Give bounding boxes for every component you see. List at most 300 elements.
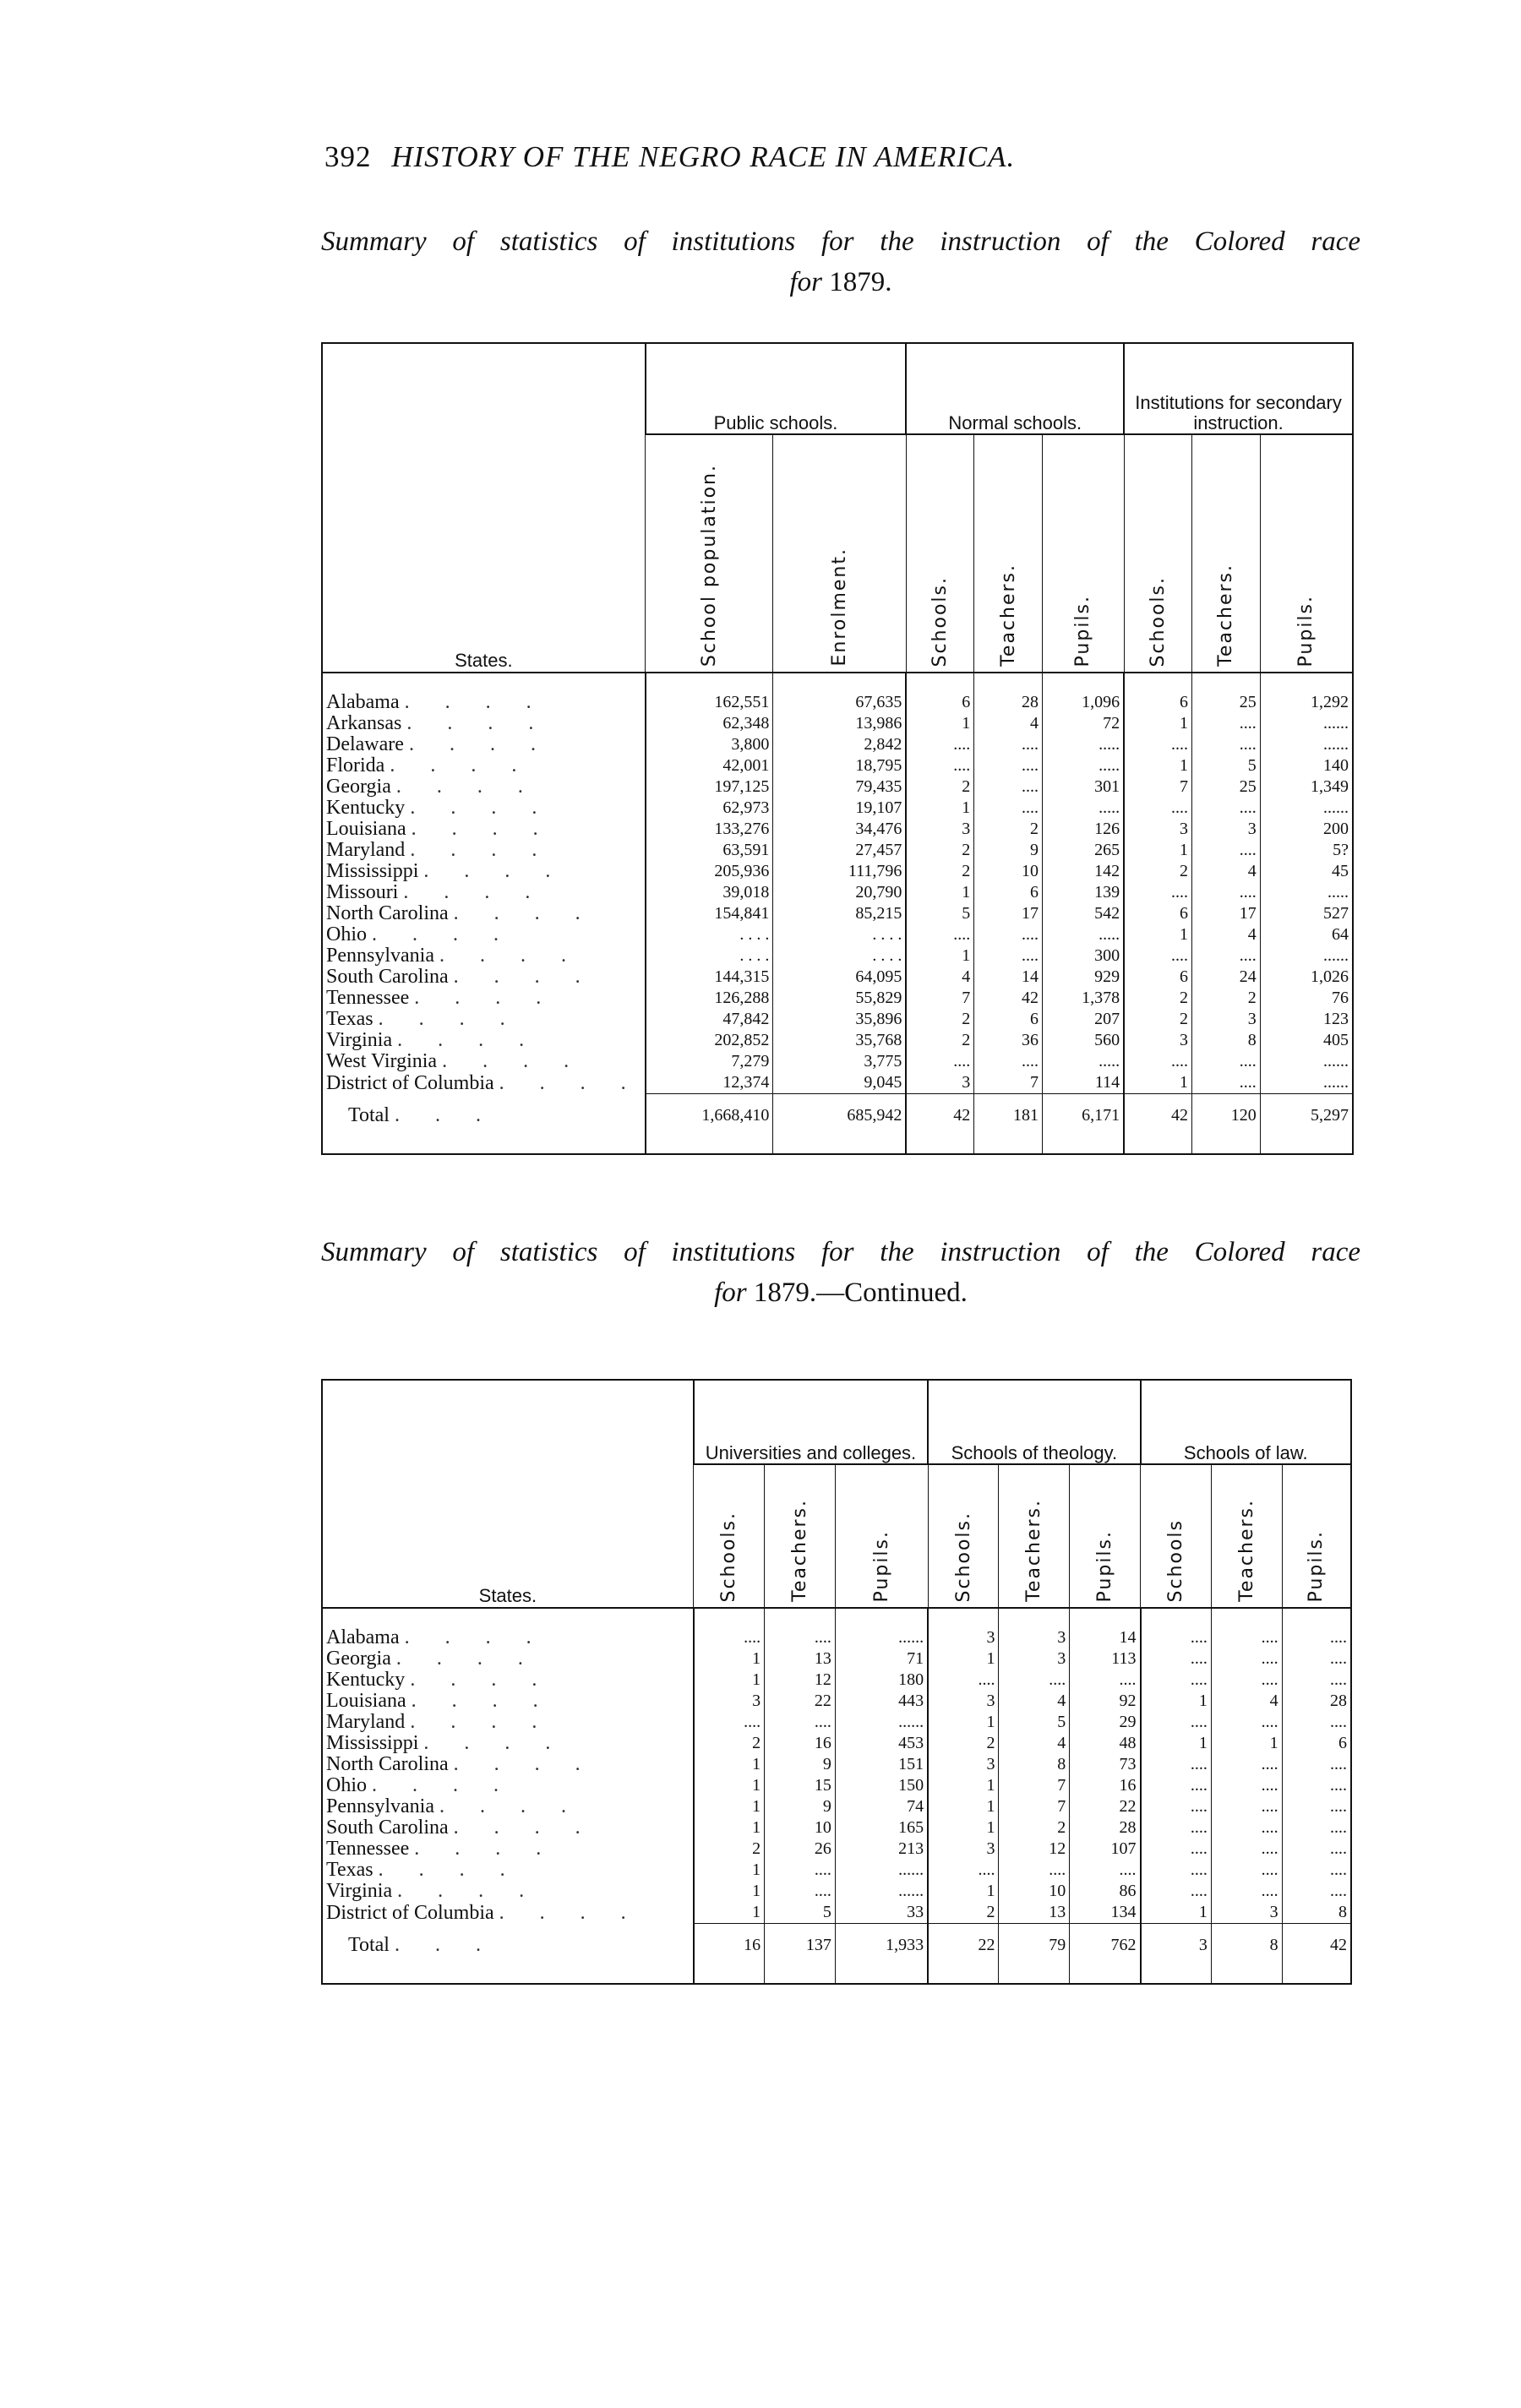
cell-value: 2 (928, 1733, 999, 1754)
cell-value: 22 (1070, 1796, 1141, 1817)
table2-statistics (321, 1379, 1352, 1985)
cell-value: . . . . (646, 945, 773, 967)
spacer-row (322, 1608, 1351, 1627)
table-row (322, 1009, 1353, 1030)
cell-value: 33 (835, 1902, 928, 1924)
group-header-universities-colleges: Universities and colleges. (694, 1380, 928, 1464)
total-value: 16 (694, 1924, 765, 1959)
cell-value: 1 (694, 1817, 765, 1839)
cell-value: .... (1141, 1754, 1212, 1775)
state-name: Louisiana . . . . (326, 818, 553, 840)
cell-value: 24 (1192, 967, 1261, 988)
cell-value: .... (1141, 1817, 1212, 1839)
cell-value: .... (999, 1670, 1070, 1691)
cell-value: 22 (765, 1691, 836, 1712)
total-row (322, 1924, 1351, 1959)
cell-value: 213 (835, 1839, 928, 1860)
cell-value: .... (974, 1051, 1043, 1072)
cell-value: 5 (999, 1712, 1070, 1733)
cell-value: .... (1282, 1670, 1351, 1691)
table-row (322, 1712, 1351, 1733)
table2-caption (321, 1232, 1360, 1313)
cell-value: 197,125 (646, 776, 773, 798)
cell-value: 1 (906, 945, 973, 967)
cell-value: 5 (1192, 755, 1261, 776)
total-value: 42 (1282, 1924, 1351, 1959)
cell-value: 8 (1192, 1030, 1261, 1051)
cell-value: 4 (974, 713, 1043, 734)
bottom-spacer-row (322, 1128, 1353, 1154)
cell-value: 7 (1124, 776, 1191, 798)
cell-value: 2 (906, 1009, 973, 1030)
col-header-univ-pupils: Pupils. (835, 1464, 928, 1608)
group-header-public-schools: Public schools. (646, 343, 907, 434)
cell-value: .... (1211, 1627, 1282, 1648)
page-number: 392 (324, 140, 372, 173)
cell-value: 5? (1260, 840, 1353, 861)
table-row (322, 1754, 1351, 1775)
cell-value: 3 (928, 1627, 999, 1648)
cell-value: 453 (835, 1733, 928, 1754)
cell-value: 9,045 (773, 1072, 907, 1094)
cell-value: 15 (765, 1775, 836, 1796)
cell-value: ...... (1260, 734, 1353, 755)
cell-value: ..... (1260, 882, 1353, 903)
cell-value: ...... (835, 1881, 928, 1902)
cell-value: 1 (906, 882, 973, 903)
cell-value: 63,591 (646, 840, 773, 861)
cell-value: .... (974, 798, 1043, 819)
cell-value: ...... (1260, 798, 1353, 819)
total-value: 762 (1070, 1924, 1141, 1959)
cell-value: .... (1141, 1860, 1212, 1881)
cell-value: 8 (1282, 1902, 1351, 1924)
cell-value: . . . . (773, 945, 907, 967)
col-header-normal-schools: Schools. (906, 434, 973, 673)
cell-value: 76 (1260, 988, 1353, 1009)
cell-value: .... (1124, 798, 1191, 819)
cell-value: 79,435 (773, 776, 907, 798)
cell-value: 3 (1192, 819, 1261, 840)
state-name: Virginia . . . . (326, 1880, 540, 1902)
cell-value: 9 (974, 840, 1043, 861)
cell-value: 1 (1211, 1733, 1282, 1754)
table-row (322, 1670, 1351, 1691)
cell-value: 17 (974, 903, 1043, 924)
table2-body (322, 1608, 1351, 1984)
cell-value: .... (765, 1881, 836, 1902)
total-row (322, 1094, 1353, 1129)
cell-value: 929 (1042, 967, 1124, 988)
group-header-secondary-instruction: Institutions for secondary instruction. (1124, 343, 1353, 434)
cell-value: 10 (999, 1881, 1070, 1902)
state-name: Maryland . . . . (326, 839, 553, 861)
cell-value: 12 (999, 1839, 1070, 1860)
cell-value: .... (1211, 1670, 1282, 1691)
cell-value: .... (1282, 1839, 1351, 1860)
table2-caption-line2 (714, 1278, 968, 1308)
state-name: Kentucky . . . . (326, 797, 553, 819)
cell-value: .... (765, 1712, 836, 1733)
cell-value: 527 (1260, 903, 1353, 924)
state-name: Ohio . . . . (326, 923, 514, 945)
cell-value: 1 (1141, 1902, 1212, 1924)
cell-value: .... (1192, 840, 1261, 861)
total-value: 6,171 (1042, 1094, 1124, 1129)
cell-value: .... (765, 1627, 836, 1648)
cell-value: 162,551 (646, 692, 773, 713)
table-row (322, 1902, 1351, 1924)
table-row (322, 1796, 1351, 1817)
cell-value: 200 (1260, 819, 1353, 840)
col-header-enrolment: Enrolment. (773, 434, 907, 673)
table-row (322, 1030, 1353, 1051)
state-name: Georgia . . . . (326, 776, 538, 798)
cell-value: 150 (835, 1775, 928, 1796)
col-header-normal-pupils: Pupils. (1042, 434, 1124, 673)
states-header: States. (322, 1380, 694, 1608)
cell-value: 67,635 (773, 692, 907, 713)
total-value: 5,297 (1260, 1094, 1353, 1129)
col-header-law-teachers: Teachers. (1211, 1464, 1282, 1608)
cell-value: 2 (1124, 988, 1191, 1009)
cell-value: ..... (1042, 798, 1124, 819)
group-header-schools-theology: Schools of theology. (928, 1380, 1140, 1464)
total-value: 1,668,410 (646, 1094, 773, 1129)
cell-value: 3 (906, 819, 973, 840)
cell-value: 85,215 (773, 903, 907, 924)
cell-value: 16 (765, 1733, 836, 1754)
cell-value: 5 (906, 903, 973, 924)
cell-value: 114 (1042, 1072, 1124, 1094)
caption-continued: —Continued. (816, 1278, 968, 1308)
col-header-univ-teachers: Teachers. (765, 1464, 836, 1608)
cell-value: ...... (835, 1860, 928, 1881)
cell-value: 2 (1124, 1009, 1191, 1030)
cell-value: 1,292 (1260, 692, 1353, 713)
cell-value: .... (1192, 1051, 1261, 1072)
cell-value: .... (1124, 882, 1191, 903)
cell-value: .... (1141, 1670, 1212, 1691)
cell-value: . . . . (773, 924, 907, 945)
cell-value: .... (1141, 1839, 1212, 1860)
cell-value: 2 (999, 1817, 1070, 1839)
table-row (322, 692, 1353, 713)
table-row (322, 798, 1353, 819)
cell-value: .... (1211, 1796, 1282, 1817)
cell-value: .... (1282, 1796, 1351, 1817)
cell-value: 2 (928, 1902, 999, 1924)
cell-value: 265 (1042, 840, 1124, 861)
cell-value: .... (1211, 1712, 1282, 1733)
cell-value: 2 (694, 1839, 765, 1860)
col-header-univ-schools: Schools. (694, 1464, 765, 1608)
cell-value: 29 (1070, 1712, 1141, 1733)
cell-value: .... (1211, 1881, 1282, 1902)
state-name: Pennsylvania . . . . (326, 945, 581, 967)
cell-value: 1 (694, 1881, 765, 1902)
cell-value: 86 (1070, 1881, 1141, 1902)
caption-year: 1879. (753, 1278, 817, 1308)
cell-value: .... (1282, 1860, 1351, 1881)
total-value: 1,933 (835, 1924, 928, 1959)
cell-value: 1 (694, 1796, 765, 1817)
cell-value: 3 (906, 1072, 973, 1094)
cell-value: .... (1070, 1670, 1141, 1691)
cell-value: .... (1141, 1648, 1212, 1670)
cell-value: .... (1141, 1796, 1212, 1817)
cell-value: 13 (765, 1648, 836, 1670)
cell-value: .... (906, 755, 973, 776)
cell-value: 45 (1260, 861, 1353, 882)
cell-value: 6 (1124, 967, 1191, 988)
total-label: Total . . . (348, 1934, 496, 1956)
cell-value: 2 (906, 840, 973, 861)
state-name: Delaware . . . . (326, 733, 551, 755)
cell-value: 1,026 (1260, 967, 1353, 988)
cell-value: 71 (835, 1648, 928, 1670)
total-label: Total . . . (348, 1104, 496, 1126)
cell-value: 47,842 (646, 1009, 773, 1030)
cell-value: 4 (1211, 1691, 1282, 1712)
cell-value: 6 (974, 1009, 1043, 1030)
cell-value: 28 (1282, 1691, 1351, 1712)
total-value: 181 (974, 1094, 1043, 1129)
state-name: District of Columbia . . . . (326, 1901, 641, 1924)
cell-value: 6 (1124, 903, 1191, 924)
cell-value: .... (906, 734, 973, 755)
running-head (324, 140, 1015, 174)
cell-value: ..... (1042, 734, 1124, 755)
table2-caption-line1: Summary of statistics of institutions for the instruction of the Colored race (321, 1237, 1360, 1267)
col-header-secondary-teachers: Teachers. (1192, 434, 1261, 673)
cell-value: .... (1124, 1051, 1191, 1072)
cell-value: .... (999, 1860, 1070, 1881)
cell-value: 74 (835, 1796, 928, 1817)
col-header-theology-teachers: Teachers. (999, 1464, 1070, 1608)
running-title: HISTORY OF THE NEGRO RACE IN AMERICA. (391, 140, 1016, 173)
cell-value: .... (1211, 1648, 1282, 1670)
cell-value: 35,768 (773, 1030, 907, 1051)
cell-value: 4 (1192, 861, 1261, 882)
table-row (322, 1648, 1351, 1670)
cell-value: 14 (1070, 1627, 1141, 1648)
cell-value: ...... (835, 1712, 928, 1733)
cell-value: .... (1141, 1881, 1212, 1902)
state-name: Mississippi . . . . (326, 1732, 566, 1754)
cell-value: 202,852 (646, 1030, 773, 1051)
cell-value: .... (1192, 798, 1261, 819)
table1-body (322, 673, 1353, 1154)
total-value: 42 (1124, 1094, 1191, 1129)
cell-value: 7 (906, 988, 973, 1009)
cell-value: 154,841 (646, 903, 773, 924)
cell-value: 1 (1124, 840, 1191, 861)
cell-value: 7 (999, 1796, 1070, 1817)
state-name: Maryland . . . . (326, 1711, 553, 1733)
cell-value: .... (1192, 1072, 1261, 1094)
cell-value: ..... (1042, 1051, 1124, 1072)
table1-caption (321, 221, 1360, 302)
cell-value: .... (1282, 1817, 1351, 1839)
cell-value: 1 (1124, 713, 1191, 734)
cell-value: 1 (694, 1775, 765, 1796)
cell-value: 1 (906, 713, 973, 734)
cell-value: . . . . (646, 924, 773, 945)
cell-value: .... (1211, 1860, 1282, 1881)
cell-value: 560 (1042, 1030, 1124, 1051)
cell-value: 18,795 (773, 755, 907, 776)
col-header-school-population: School population. (646, 434, 773, 673)
cell-value: 42,001 (646, 755, 773, 776)
cell-value: 20,790 (773, 882, 907, 903)
cell-value: 10 (974, 861, 1043, 882)
col-header-theology-schools: Schools. (928, 1464, 999, 1608)
total-value: 8 (1211, 1924, 1282, 1959)
state-name: West Virginia . . . . (326, 1050, 585, 1072)
cell-value: 542 (1042, 903, 1124, 924)
state-name: North Carolina . . . . (326, 1753, 596, 1775)
cell-value: 4 (906, 967, 973, 988)
cell-value: 26 (765, 1839, 836, 1860)
cell-value: 3 (999, 1648, 1070, 1670)
cell-value: .... (1282, 1648, 1351, 1670)
cell-value: ..... (1042, 755, 1124, 776)
cell-value: 6 (974, 882, 1043, 903)
cell-value: .... (974, 776, 1043, 798)
total-value: 120 (1192, 1094, 1261, 1129)
state-name: Virginia . . . . (326, 1029, 540, 1051)
cell-value: .... (765, 1860, 836, 1881)
cell-value: ..... (1042, 924, 1124, 945)
cell-value: 1,096 (1042, 692, 1124, 713)
cell-value: 207 (1042, 1009, 1124, 1030)
cell-value: 301 (1042, 776, 1124, 798)
cell-value: 6 (1124, 692, 1191, 713)
cell-value: 126 (1042, 819, 1124, 840)
cell-value: 10 (765, 1817, 836, 1839)
state-name: Texas . . . . (326, 1859, 521, 1881)
cell-value: 1 (694, 1902, 765, 1924)
table-row (322, 713, 1353, 734)
cell-value: 7 (974, 1072, 1043, 1094)
cell-value: 151 (835, 1754, 928, 1775)
cell-value: 2 (906, 776, 973, 798)
cell-value: 92 (1070, 1691, 1141, 1712)
cell-value: 7,279 (646, 1051, 773, 1072)
table-row (322, 1817, 1351, 1839)
cell-value: 14 (974, 967, 1043, 988)
cell-value: 300 (1042, 945, 1124, 967)
cell-value: .... (1192, 713, 1261, 734)
cell-value: ...... (1260, 713, 1353, 734)
cell-value: 4 (999, 1733, 1070, 1754)
cell-value: 1 (928, 1648, 999, 1670)
cell-value: 39,018 (646, 882, 773, 903)
cell-value: .... (1192, 882, 1261, 903)
cell-value: 2 (1124, 861, 1191, 882)
cell-value: 25 (1192, 692, 1261, 713)
cell-value: 2 (906, 1030, 973, 1051)
table-row (322, 776, 1353, 798)
cell-value: 1 (1141, 1733, 1212, 1754)
col-header-law-pupils: Pupils. (1282, 1464, 1351, 1608)
col-header-normal-teachers: Teachers. (974, 434, 1043, 673)
cell-value: 2 (1192, 988, 1261, 1009)
states-header: States. (322, 343, 646, 673)
cell-value: 8 (999, 1754, 1070, 1775)
caption-year: 1879. (829, 267, 892, 297)
cell-value: 1 (1141, 1691, 1212, 1712)
group-header-schools-law: Schools of law. (1141, 1380, 1351, 1464)
cell-value: 2,842 (773, 734, 907, 755)
table-row (322, 1839, 1351, 1860)
cell-value: 1,378 (1042, 988, 1124, 1009)
cell-value: 1,349 (1260, 776, 1353, 798)
cell-value: .... (1282, 1754, 1351, 1775)
table1-statistics (321, 342, 1354, 1155)
cell-value: ...... (835, 1627, 928, 1648)
total-value: 79 (999, 1924, 1070, 1959)
state-name: Tennessee . . . . (326, 1838, 557, 1860)
cell-value: 144,315 (646, 967, 773, 988)
state-name: Alabama . . . . (326, 1626, 547, 1648)
cell-value: 3 (928, 1691, 999, 1712)
cell-value: ...... (1260, 945, 1353, 967)
cell-value: 6 (906, 692, 973, 713)
spacer-row (322, 673, 1353, 692)
state-name: Arkansas . . . . (326, 712, 549, 734)
cell-value: .... (928, 1670, 999, 1691)
table-row (322, 1860, 1351, 1881)
cell-value: .... (974, 734, 1043, 755)
table-row (322, 755, 1353, 776)
cell-value: .... (1141, 1775, 1212, 1796)
cell-value: 19,107 (773, 798, 907, 819)
cell-value: 107 (1070, 1839, 1141, 1860)
total-value: 22 (928, 1924, 999, 1959)
cell-value: 111,796 (773, 861, 907, 882)
cell-value: 2 (906, 861, 973, 882)
cell-value: 9 (765, 1754, 836, 1775)
table1-caption-line1: Summary of statistics of institutions for the instruction of the Colored race (321, 226, 1360, 257)
cell-value: .... (1211, 1839, 1282, 1860)
cell-value: 72 (1042, 713, 1124, 734)
table-row (322, 1881, 1351, 1902)
cell-value: 1 (694, 1860, 765, 1881)
table-row (322, 1691, 1351, 1712)
cell-value: .... (1070, 1860, 1141, 1881)
cell-value: .... (1211, 1775, 1282, 1796)
cell-value: .... (1282, 1881, 1351, 1902)
cell-value: 48 (1070, 1733, 1141, 1754)
cell-value: 3 (1124, 1030, 1191, 1051)
state-name: Louisiana . . . . (326, 1690, 553, 1712)
cell-value: 443 (835, 1691, 928, 1712)
caption-for: for (789, 267, 822, 297)
cell-value: .... (928, 1860, 999, 1881)
cell-value: 27,457 (773, 840, 907, 861)
col-header-law-schools: Schools (1141, 1464, 1212, 1608)
cell-value: 13 (999, 1902, 1070, 1924)
cell-value: 139 (1042, 882, 1124, 903)
cell-value: 1 (1124, 755, 1191, 776)
table-row (322, 924, 1353, 945)
state-name: South Carolina . . . . (326, 966, 596, 988)
state-name: Ohio . . . . (326, 1774, 514, 1796)
caption-for: for (714, 1278, 747, 1308)
table-row (322, 1627, 1351, 1648)
